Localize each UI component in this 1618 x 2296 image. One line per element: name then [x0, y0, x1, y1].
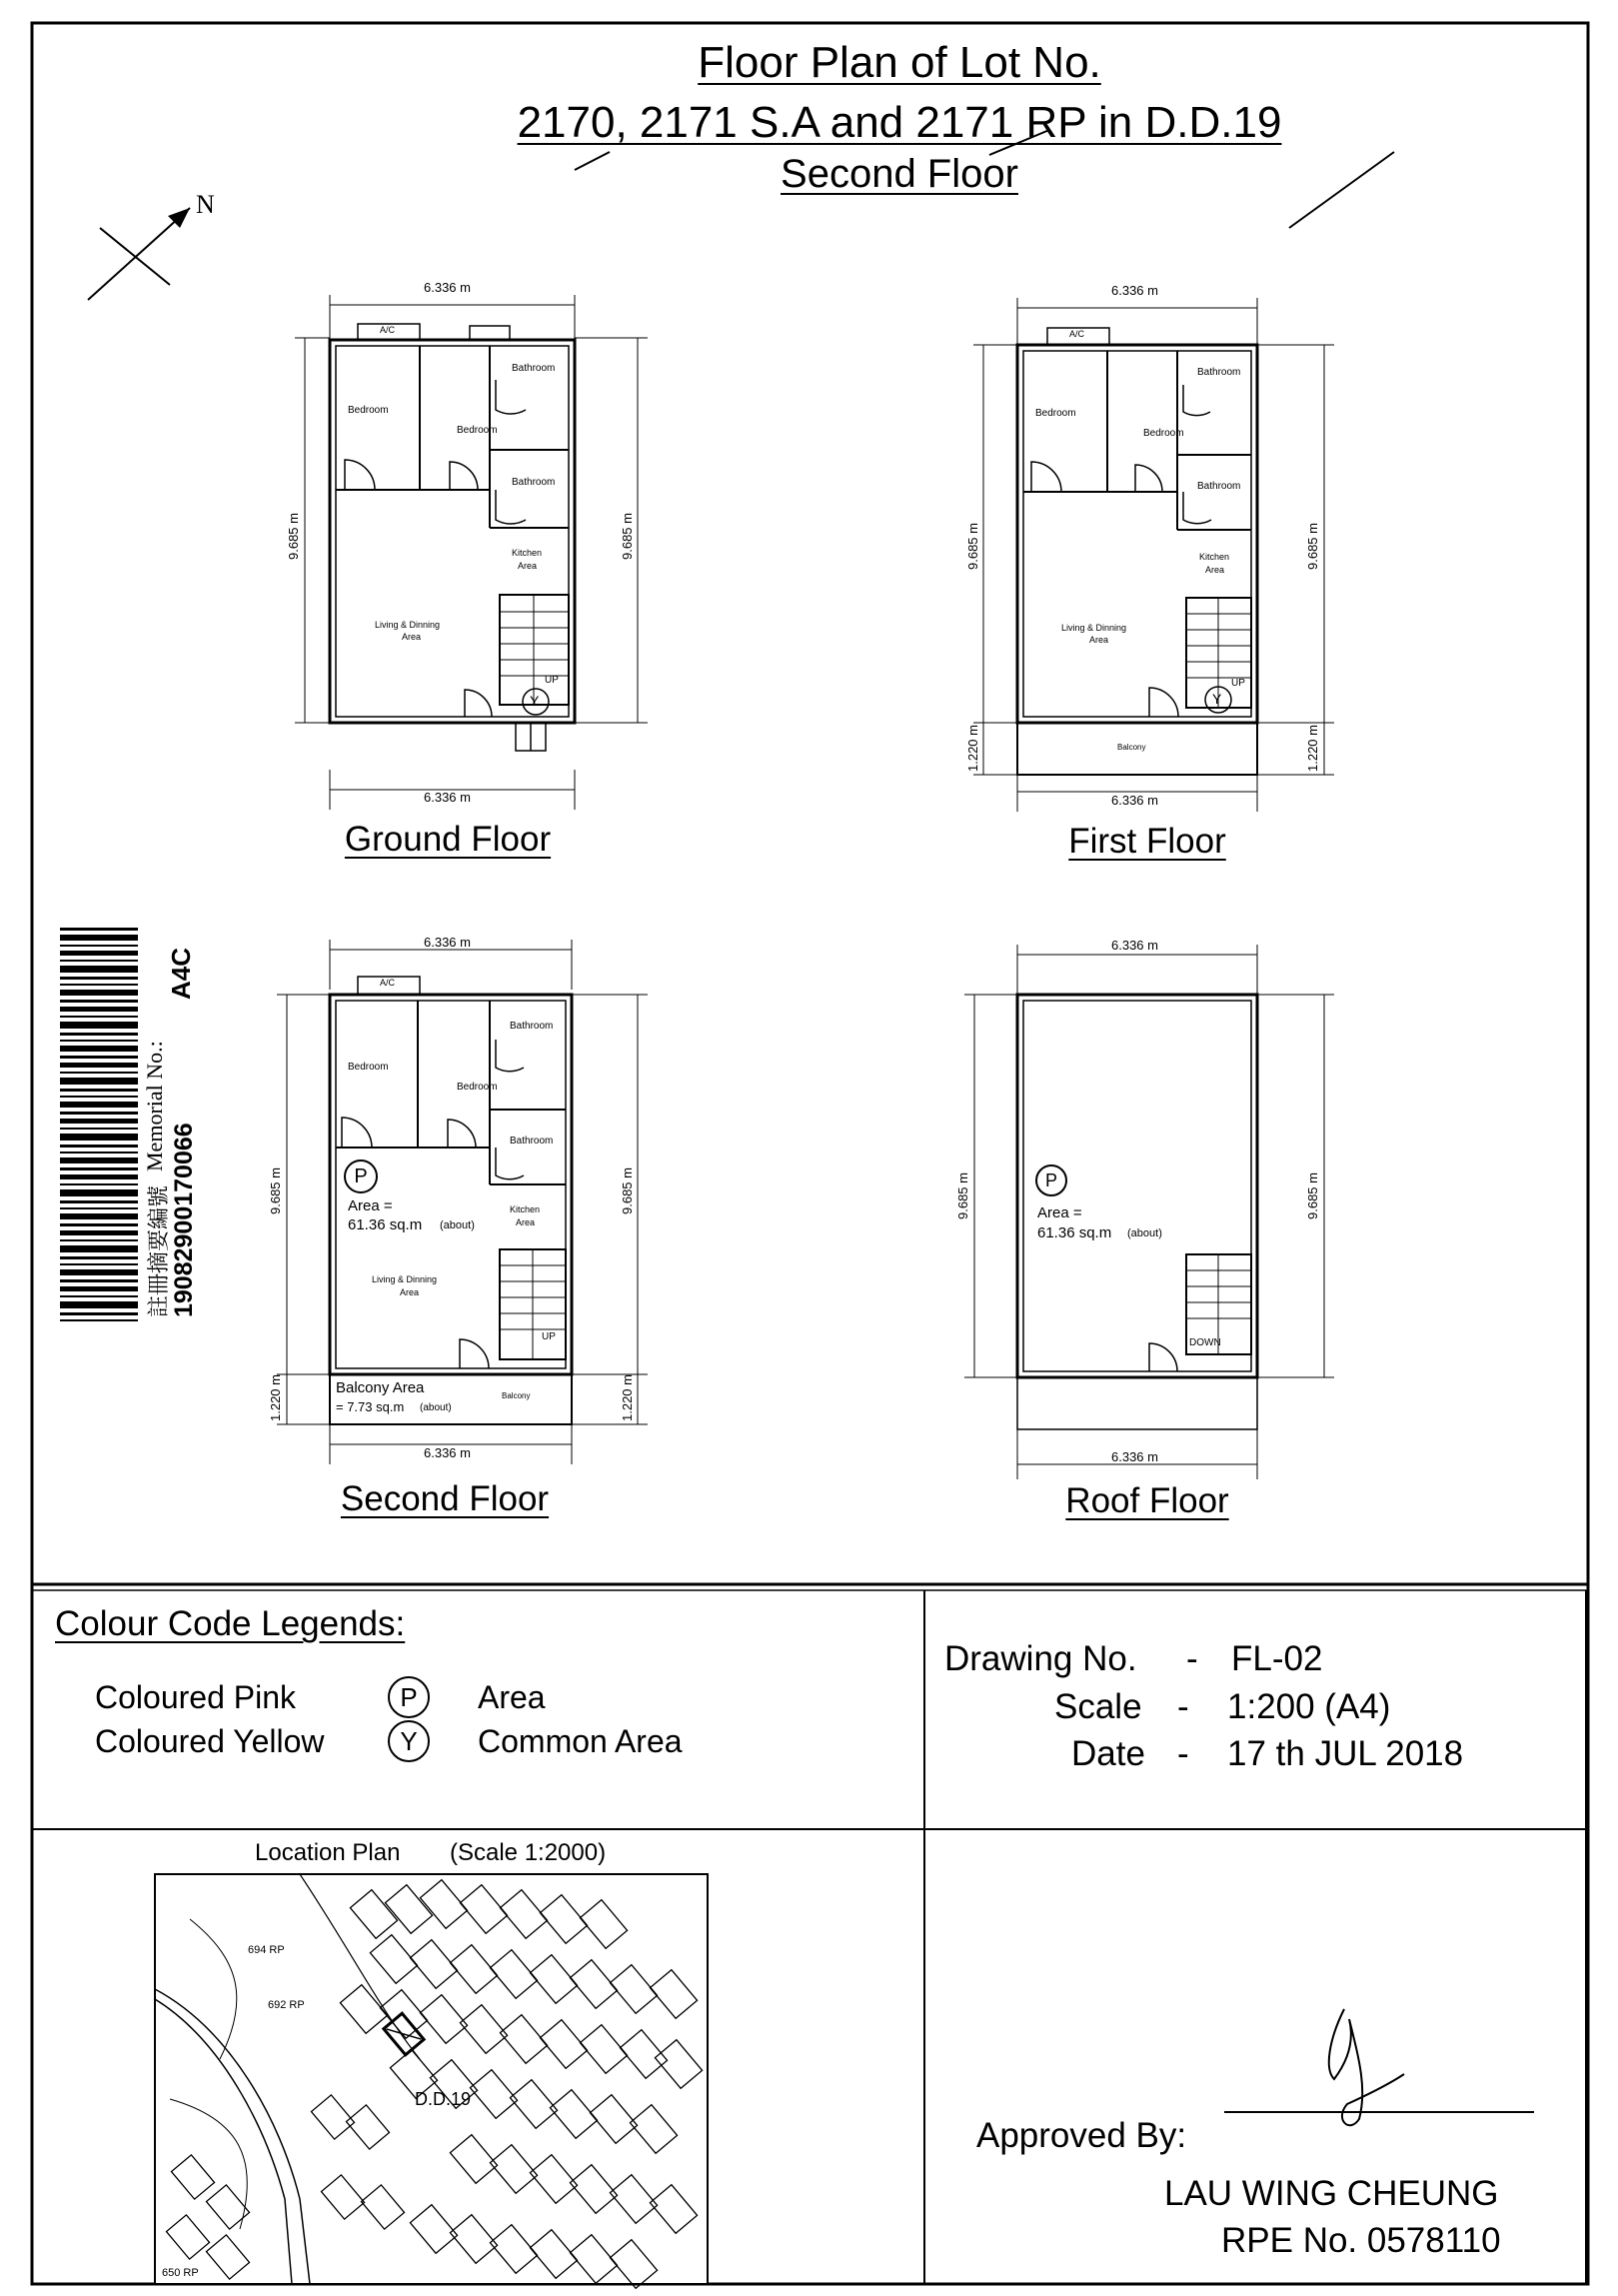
sf-balcony-about: (about)	[420, 1402, 452, 1413]
ff-room-bedroom-2: Bedroom	[1143, 428, 1184, 439]
ff-dim-balcony-right: 1.220 m	[1305, 725, 1320, 772]
title-line-1: Floor Plan of Lot No.	[698, 38, 1101, 87]
sf-room-bathroom-1: Bathroom	[510, 1021, 554, 1032]
sf-dim-bottom: 6.336 m	[424, 1445, 471, 1460]
signature-icon	[1329, 2009, 1404, 2125]
sf-area-marker: P	[344, 1159, 378, 1193]
location-plan-map	[155, 1874, 708, 2288]
rf-stair-down: DOWN	[1189, 1337, 1221, 1348]
first-floor-plan	[973, 298, 1334, 812]
roof-floor-plan	[964, 945, 1334, 1479]
location-label-694rp: 694 RP	[248, 1944, 285, 1956]
north-label: N	[196, 190, 215, 219]
sf-room-kitchen: Kitchen	[510, 1204, 541, 1214]
ff-room-living: Living & Dinning	[1061, 623, 1127, 633]
date-label: Date	[1071, 1734, 1145, 1773]
rf-dim-top: 6.336 m	[1111, 938, 1158, 953]
sf-label: Second Floor	[340, 1479, 550, 1518]
ff-dim-left: 9.685 m	[965, 523, 980, 570]
gf-room-bathroom-2: Bathroom	[512, 477, 556, 488]
approved-by-label: Approved By:	[976, 2116, 1187, 2155]
rf-dim-left: 9.685 m	[955, 1172, 970, 1219]
sf-area-text2: 61.36 sq.m	[348, 1216, 423, 1233]
drawing-no-label: Drawing No.	[944, 1639, 1137, 1678]
legend-colour-1: Coloured Pink	[95, 1679, 296, 1715]
gf-label: Ground Floor	[344, 820, 552, 859]
barcode-icon	[60, 928, 138, 1321]
gf-room-kitchen: Kitchen	[512, 548, 543, 558]
sf-dim-balcony-right: 1.220 m	[620, 1374, 635, 1421]
ff-dim-balcony-left: 1.220 m	[965, 725, 980, 772]
approver-name: LAU WING CHEUNG	[1164, 2174, 1499, 2213]
location-label-692rp: 692 RP	[268, 1999, 305, 2011]
gf-dim-right: 9.685 m	[620, 513, 635, 560]
ground-floor-plan	[295, 295, 648, 810]
legend-title: Colour Code Legends:	[55, 1604, 406, 1643]
legend-marker-1: P	[388, 1676, 430, 1718]
barcode-number: 19082900170066	[170, 1123, 198, 1317]
scale-value: 1:200 (A4)	[1227, 1687, 1391, 1726]
ff-room-bathroom-2: Bathroom	[1197, 481, 1241, 492]
gf-yellow-marker: Y	[530, 693, 540, 709]
sf-area-text1: Area =	[348, 1197, 393, 1214]
gf-dim-bottom: 6.336 m	[424, 790, 471, 805]
title-line-2: 2170, 2171 S.A and 2171 RP in D.D.19	[517, 98, 1282, 147]
gf-room-bedroom-1: Bedroom	[348, 405, 389, 416]
gf-room-living-area: Area	[402, 632, 422, 642]
title-line-3: Second Floor	[781, 152, 1018, 196]
ff-room-ac: A/C	[1069, 329, 1085, 339]
date-value: 17 th JUL 2018	[1227, 1734, 1464, 1773]
ff-room-kitchen: Kitchen	[1199, 552, 1230, 562]
ff-room-kitchen-area: Area	[1205, 565, 1225, 575]
location-label-dd19: D.D.19	[415, 2089, 472, 2109]
sf-dim-right: 9.685 m	[620, 1167, 635, 1214]
sf-dim-balcony-left: 1.220 m	[268, 1374, 283, 1421]
rf-dim-bottom: 6.336 m	[1111, 1449, 1158, 1464]
legend-marker-2: Y	[388, 1720, 430, 1762]
sf-room-living-area: Area	[400, 1287, 420, 1297]
gf-room-bathroom-1: Bathroom	[512, 363, 556, 374]
ff-yellow-marker: Y	[1212, 691, 1222, 707]
sf-stair-up: UP	[542, 1331, 556, 1342]
sf-balcony-text1: Balcony Area	[336, 1379, 425, 1396]
rf-area-text1: Area =	[1037, 1204, 1082, 1221]
ff-label: First Floor	[1068, 822, 1226, 861]
second-floor-plan	[277, 940, 648, 1464]
rf-area-about: (about)	[1127, 1227, 1162, 1239]
gf-room-living: Living & Dinning	[375, 620, 441, 630]
sf-room-bathroom-2: Bathroom	[510, 1136, 554, 1147]
ff-room-bedroom-1: Bedroom	[1035, 408, 1076, 419]
rf-label: Roof Floor	[1065, 1481, 1229, 1520]
approver-rpe: RPE No. 0578110	[1221, 2221, 1501, 2260]
rf-dim-right: 9.685 m	[1305, 1172, 1320, 1219]
sf-room-balcony: Balcony	[502, 1391, 531, 1400]
ff-dim-bottom: 6.336 m	[1111, 793, 1158, 808]
north-arrow-icon	[88, 208, 190, 300]
ff-stair-up: UP	[1231, 678, 1245, 689]
gf-dim-top: 6.336 m	[424, 280, 471, 295]
location-plan-scale: (Scale 1:2000)	[450, 1839, 607, 1866]
legend-colour-2: Coloured Yellow	[95, 1723, 325, 1759]
legend-meaning-2: Common Area	[478, 1723, 683, 1759]
ff-room-living-area: Area	[1089, 635, 1109, 645]
gf-room-kitchen-area: Area	[518, 561, 538, 571]
barcode-label-cn: 註冊摘要編號	[146, 1184, 171, 1317]
sf-room-ac: A/C	[380, 978, 396, 988]
sf-room-kitchen-area: Area	[516, 1217, 536, 1227]
drawing-no-dash: -	[1186, 1639, 1198, 1678]
sf-dim-left: 9.685 m	[268, 1167, 283, 1214]
barcode-code: A4C	[166, 947, 196, 1000]
barcode-label-en: Memorial No.:	[142, 1041, 167, 1171]
drawing-no-value: FL-02	[1231, 1639, 1323, 1678]
scale-dash: -	[1177, 1687, 1189, 1726]
sf-balcony-text2: = 7.73 sq.m	[336, 1399, 405, 1414]
ff-room-balcony: Balcony	[1117, 743, 1146, 752]
location-plan-title: Location Plan	[255, 1839, 401, 1866]
ff-dim-top: 6.336 m	[1111, 283, 1158, 298]
ff-room-bathroom-1: Bathroom	[1197, 367, 1241, 378]
ff-dim-right: 9.685 m	[1305, 523, 1320, 570]
date-dash: -	[1177, 1734, 1189, 1773]
gf-stair-up: UP	[545, 675, 559, 686]
gf-dim-left: 9.685 m	[286, 513, 301, 560]
rf-area-text2: 61.36 sq.m	[1037, 1224, 1112, 1241]
rf-area-marker: P	[1035, 1164, 1067, 1196]
sf-room-living: Living & Dinning	[372, 1274, 438, 1284]
gf-room-ac: A/C	[380, 325, 396, 335]
gf-room-bedroom-2: Bedroom	[457, 425, 498, 436]
sf-room-bedroom-2: Bedroom	[457, 1082, 498, 1093]
sf-dim-top: 6.336 m	[424, 935, 471, 950]
legend-meaning-1: Area	[478, 1679, 546, 1715]
scale-label: Scale	[1054, 1687, 1142, 1726]
sf-room-bedroom-1: Bedroom	[348, 1062, 389, 1073]
location-label-650rp: 650 RP	[162, 2267, 199, 2279]
sf-area-about: (about)	[440, 1219, 475, 1231]
